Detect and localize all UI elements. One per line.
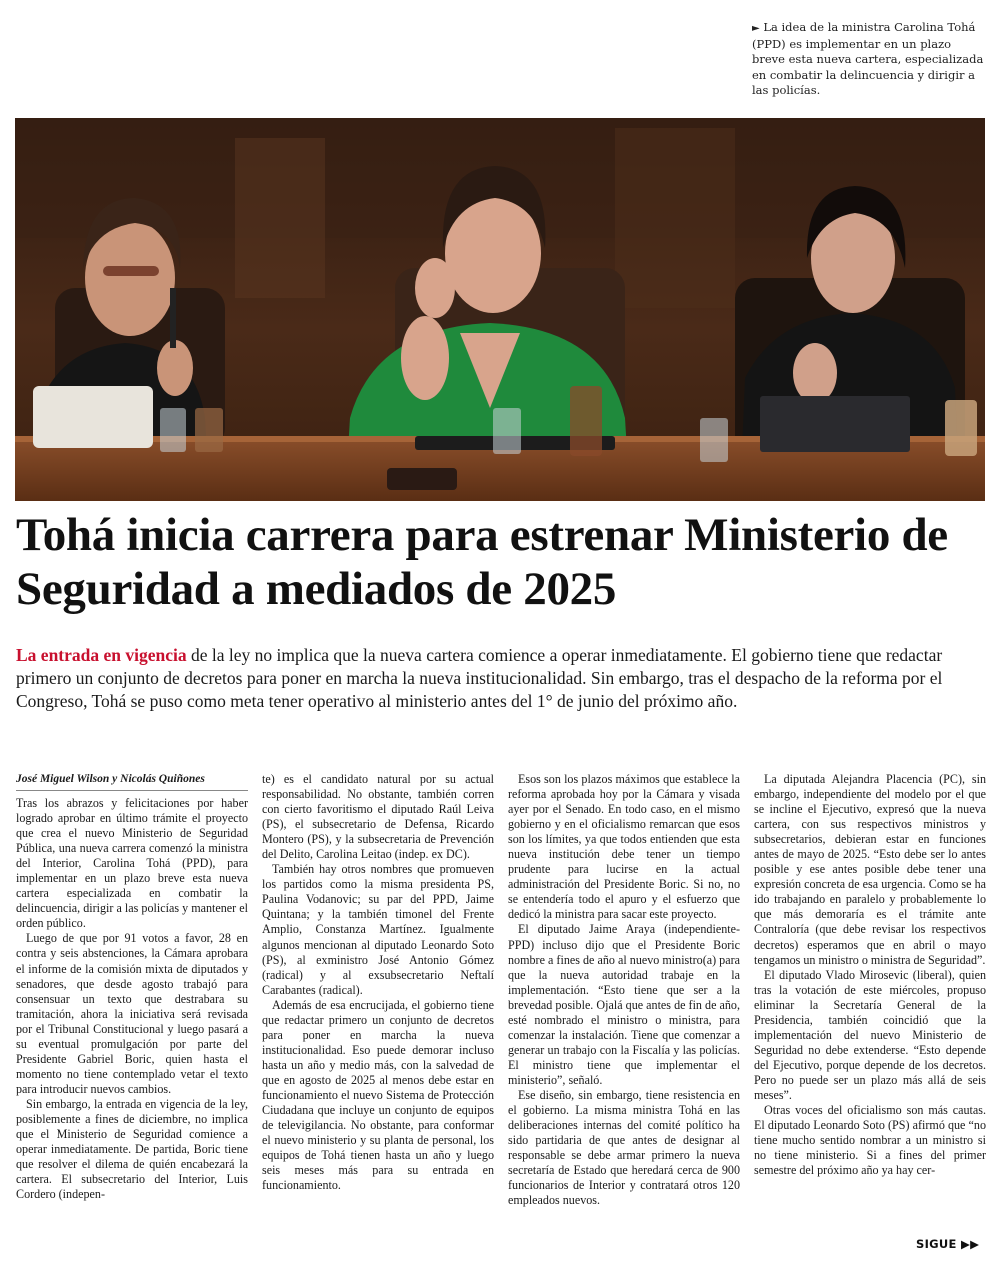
column-4 <box>754 772 986 1178</box>
photo-caption <box>752 20 984 99</box>
paragraph: El diputado Jaime Araya (independiente-PPD) incluso dijo que el Presidente Boric nombre a fines de año al nuevo ministro(a) para que la nueva autoridad trabaje en la implementación. “Esto tiene que ser a la brevedad posible. Ojalá que antes de fin de año, esté nombrado el ministro o ministra, para comenzar la instalación. Tiene que comenzar a generar un trabajo con la Fiscalía y las policías. El ministro tiene que implementar el ministerio”, señaló. <box>508 922 740 1087</box>
paragraph: Luego de que por 91 votos a favor, 28 en contra y seis abstenciones, la Cámara aprobara el informe de la comisión mixta de diputados y senadores, que desde agosto trabajó para consensuar un texto que destrabara su tramitación, ahora la iniciativa será revisada por el Tribunal Constitucional y luego pasará a su eventual promulgación por parte del Presidente Gabriel Boric, quien hasta el momento no tiene contemplado vetar el texto para introducir nuevos cambios. <box>16 931 248 1096</box>
lead-kicker: La entrada en vigencia <box>16 645 187 665</box>
headline: Tohá inicia carrera para estrenar Ministerio de Seguridad a mediados de 2025 <box>16 509 948 615</box>
byline: José Miguel Wilson y Nicolás Quiñones <box>16 772 248 791</box>
paragraph: El diputado Vlado Mirosevic (liberal), quien tras la votación de este miércoles, propuso eliminar la Secretaría General de la Presidencia, también coincidió que la implementación del nuevo Ministerio de Seguridad no debe extenderse. “Esto depende del Ejecutivo, porque depende de los decretos. Pero no puede ser un plazo más allá de seis meses”. <box>754 967 986 1102</box>
column-1 <box>16 772 248 1202</box>
paragraph: te) es el candidato natural por su actual responsabilidad. No obstante, también corren con cierto favoritismo el diputado Raúl Leiva (PS), el subsecretario de Defensa, Ricardo Montero (PS), y la subsecretaria de Prevención del Delito, Carolina Leitao (indep. ex DC). <box>262 772 494 862</box>
article-body <box>16 772 986 1257</box>
paragraph: También hay otros nombres que promueven los partidos como la misma presidenta PS, Paulina Vodanovic; su par del PPD, Jaime Quintana; y la también timonel del Frente Amplio, Constanza Martínez. Igualmente algunos mencionan al diputado Leonardo Soto (PS), al exministro José Antonio Gómez (radical) y al exsubsecretario Neftalí Carabantes (radical). <box>262 862 494 997</box>
caption-arrow-icon: ► <box>752 23 760 34</box>
paragraph: Además de esa encrucijada, el gobierno tiene que redactar primero un conjunto de decretos para poner en marcha la nueva institucionalidad. Eso puede demorar incluso hasta un año y medio más, con la salvedad de que en agosto de 2025 al menos debe estar en funcionamiento el nuevo Sistema de Protección Ciudadana que incluye un conjunto de equipos de televigilancia. No obstante, para conformar el nuevo ministerio y su planta de personal, los equipos de Tohá tienen hasta un año y luego seis meses más para su entrada en funcionamiento. <box>262 997 494 1193</box>
continue-marker: SIGUE ▶▶ <box>916 1237 980 1251</box>
lead-paragraph <box>16 644 986 713</box>
paragraph: Esos son los plazos máximos que establece la reforma aprobada hoy por la Cámara y visada ayer por el Senado. En todo caso, en el mismo gobierno y en el oficialismo remarcan que esos son los límites, ya que todos entienden que esta nueva institución debe tener un tiempo prudente para lucirse en la actual administración del Presidente Boric. Si no, no se entendería todo el apuro y el esfuerzo que dedicó la ministra para sacar este proyecto. <box>508 772 740 922</box>
paragraph: La diputada Alejandra Placencia (PC), sin embargo, independiente del modelo por el que se incline el Ejecutivo, expresó que la nueva cartera, con sus respectivos ministros y subsecretarios, debieran estar en funciones antes de mayo de 2025. “Esto debe ser lo antes posible y ese antes posible debe tener una expresión concreta de esa urgencia. Como se ha ido trabajando en paralelo y probablemente lo que más demoraría es el trámite ante Contraloría (que debe revisar los respectivos decretos) esperamos que en abril o mayo tengamos un ministro o ministra de Seguridad”. <box>754 772 986 967</box>
column-2 <box>262 772 494 1193</box>
paragraph: Otras voces del oficialismo son más cautas. El diputado Leonardo Soto (PS) afirmó que “no tiene mucho sentido nombrar a un ministro si no tiene ministerio. Si a fines del primer semestre del próximo año ya hay cer- <box>754 1103 986 1178</box>
paragraph: Sin embargo, la entrada en vigencia de la ley, posiblemente a fines de diciembre, no implica que el Ministerio de Seguridad comience a operar inmediatamente. De partida, Boric tiene que resolver el dilema de quién encabezará la cartera. El subsecretario del Interior, Luis Cordero (indepen- <box>16 1096 248 1202</box>
column-3 <box>508 772 740 1208</box>
caption-text: La idea de la ministra Carolina Tohá (PPD) es implementar en un plazo breve esta nueva cartera, especializada en combatir la delincuencia y dirigir a las policías. <box>752 20 984 97</box>
news-photo <box>15 118 985 501</box>
lead-text: de la ley no implica que la nueva cartera comience a operar inmediatamente. El gobierno tiene que redactar primero un conjunto de decretos para poner en marcha la nueva institucionalidad. Sin embargo, tras el despacho de la reforma por el Congreso, Tohá se puso como meta tener operativo al ministerio antes del 1° de junio del próximo año. <box>16 645 943 711</box>
paragraph: Tras los abrazos y felicitaciones por haber logrado aprobar en último trámite el proyecto que crea el nuevo Ministerio de Seguridad Pública, una nueva carrera comenzó la ministra del Interior, Carolina Tohá (PPD), para implementar en un plazo breve esta nueva cartera especializada en combatir la delincuencia, dirigir a las policías y mantener el orden público. <box>16 796 248 931</box>
paragraph: Ese diseño, sin embargo, tiene resistencia en el gobierno. La misma ministra Tohá en las deliberaciones internas del comité político ha sido partidaria de que antes de designar al responsable se debe armar primero la nueva secretaría de Estado que heredará cerca de 900 funcionarios de Interior y contratará otros 120 empleados nuevos. <box>508 1087 740 1208</box>
